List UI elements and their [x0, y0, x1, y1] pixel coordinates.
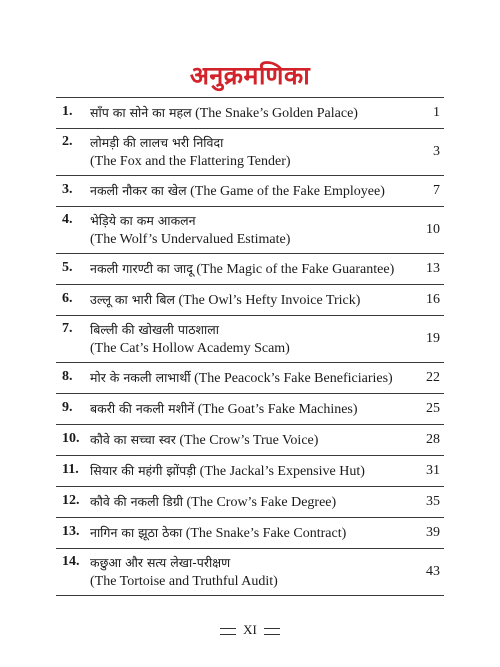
entry-title-english: (The Wolf’s Undervalued Estimate) [90, 232, 291, 247]
entry-page-number: 19 [426, 331, 440, 346]
entry-number: 14. [62, 554, 80, 569]
entry-title-english: (The Crow’s True Voice) [179, 433, 319, 448]
entry-title-hindi: नकली नौकर का खेल [90, 183, 187, 198]
entry-title [90, 462, 365, 480]
entry-title-english: (The Jackal’s Expensive Hut) [199, 464, 365, 479]
entry-title-english: (The Cat’s Hollow Academy Scam) [90, 341, 290, 356]
entry-title [90, 493, 336, 511]
entry-page-number: 22 [426, 370, 440, 385]
entry-title-hindi: लोमड़ी की लालच भरी निविदा [90, 135, 224, 150]
entry-title-english: (The Crow’s Fake Degree) [186, 495, 337, 510]
entry-title [90, 291, 360, 309]
entry-page-number: 13 [426, 261, 440, 276]
entry-page-number: 7 [433, 183, 440, 198]
entry-title [90, 260, 394, 278]
row-divider [56, 595, 444, 596]
entry-title [90, 431, 318, 449]
entry-title [90, 182, 385, 200]
entry-page-number: 43 [426, 564, 440, 579]
toc-entry[interactable] [56, 393, 444, 424]
page-number-label: XI [243, 622, 257, 637]
footer-ornament-right [264, 628, 280, 635]
footer-ornament-left [220, 628, 236, 635]
entry-title-english: (The Goat’s Fake Machines) [197, 402, 358, 417]
entry-title-hindi: बिल्ली की खोखली पाठशाला [90, 322, 219, 337]
entry-number: 4. [62, 212, 73, 227]
entry-number: 13. [62, 524, 80, 539]
entry-number: 6. [62, 291, 73, 306]
entry-page-number: 35 [426, 494, 440, 509]
entry-title-hindi: नागिन का झूठा ठेका [90, 525, 183, 540]
entry-number: 1. [62, 104, 73, 119]
entry-title-hindi: साँप का सोने का महल [90, 105, 192, 120]
entry-title-hindi: भेड़िये का कम आकलन [90, 213, 196, 228]
entry-title [90, 369, 393, 387]
entry-title [90, 400, 358, 418]
toc-entry[interactable] [56, 253, 444, 284]
entry-number: 12. [62, 493, 80, 508]
entry-title-hindi: बकरी की नकली मशीनें [90, 401, 195, 416]
toc-entry[interactable] [56, 517, 444, 548]
entry-number: 9. [62, 400, 73, 415]
entry-number: 5. [62, 260, 73, 275]
toc-entry[interactable] [56, 455, 444, 486]
entry-title [90, 524, 346, 542]
entry-title-english: (The Fox and the Flattering Tender) [90, 154, 291, 169]
entry-page-number: 10 [426, 222, 440, 237]
entry-page-number: 1 [433, 105, 440, 120]
entry-title-hindi: कौवे की नकली डिग्री [90, 494, 184, 509]
entry-title-hindi: कौवे का सच्चा स्वर [90, 432, 176, 447]
entry-title-english: (The Owl’s Hefty Invoice Trick) [178, 293, 361, 308]
toc-entry[interactable] [56, 206, 444, 253]
entry-number: 3. [62, 182, 73, 197]
entry-title [90, 104, 358, 122]
entry-number: 2. [62, 134, 73, 149]
entry-title-english: (The Tortoise and Truthful Audit) [90, 574, 278, 589]
entry-title-hindi: सियार की महंगी झोंपड़ी [90, 463, 197, 478]
toc-entry[interactable] [56, 175, 444, 206]
entry-title-english: (The Snake’s Golden Palace) [195, 106, 358, 121]
entry-title-hindi: मोर के नकली लाभार्थी [90, 370, 191, 385]
entry-number: 7. [62, 321, 73, 336]
entry-page-number: 16 [426, 292, 440, 307]
entry-page-number: 25 [426, 401, 440, 416]
entry-page-number: 31 [426, 463, 440, 478]
toc-entry[interactable] [56, 284, 444, 315]
entry-page-number: 3 [433, 144, 440, 159]
entry-title-hindi: उल्लू का भारी बिल [90, 292, 175, 307]
toc-entry[interactable] [56, 424, 444, 455]
toc-entry[interactable] [56, 315, 444, 362]
entry-page-number: 39 [426, 525, 440, 540]
entry-title-english: (The Peacock’s Fake Beneficiaries) [194, 371, 393, 386]
entry-number: 11. [62, 462, 79, 477]
page-title: अनुक्रमणिका [189, 61, 311, 90]
entry-title-hindi: नकली गारण्टी का जादू [90, 261, 193, 276]
page-footer [0, 622, 500, 638]
entry-page-number: 28 [426, 432, 440, 447]
toc-entry[interactable] [56, 548, 444, 595]
toc-entry[interactable] [56, 362, 444, 393]
entry-title-english: (The Magic of the Fake Guarantee) [196, 262, 395, 277]
entry-number: 10. [62, 431, 80, 446]
entry-title-english: (The Snake’s Fake Contract) [185, 526, 347, 541]
entry-title-hindi: कछुआ और सत्य लेखा-परीक्षण [90, 555, 231, 570]
toc-entry[interactable] [56, 97, 444, 128]
toc-entry[interactable] [56, 128, 444, 175]
entry-number: 8. [62, 369, 73, 384]
toc-entry[interactable] [56, 486, 444, 517]
entry-title-english: (The Game of the Fake Employee) [190, 184, 385, 199]
